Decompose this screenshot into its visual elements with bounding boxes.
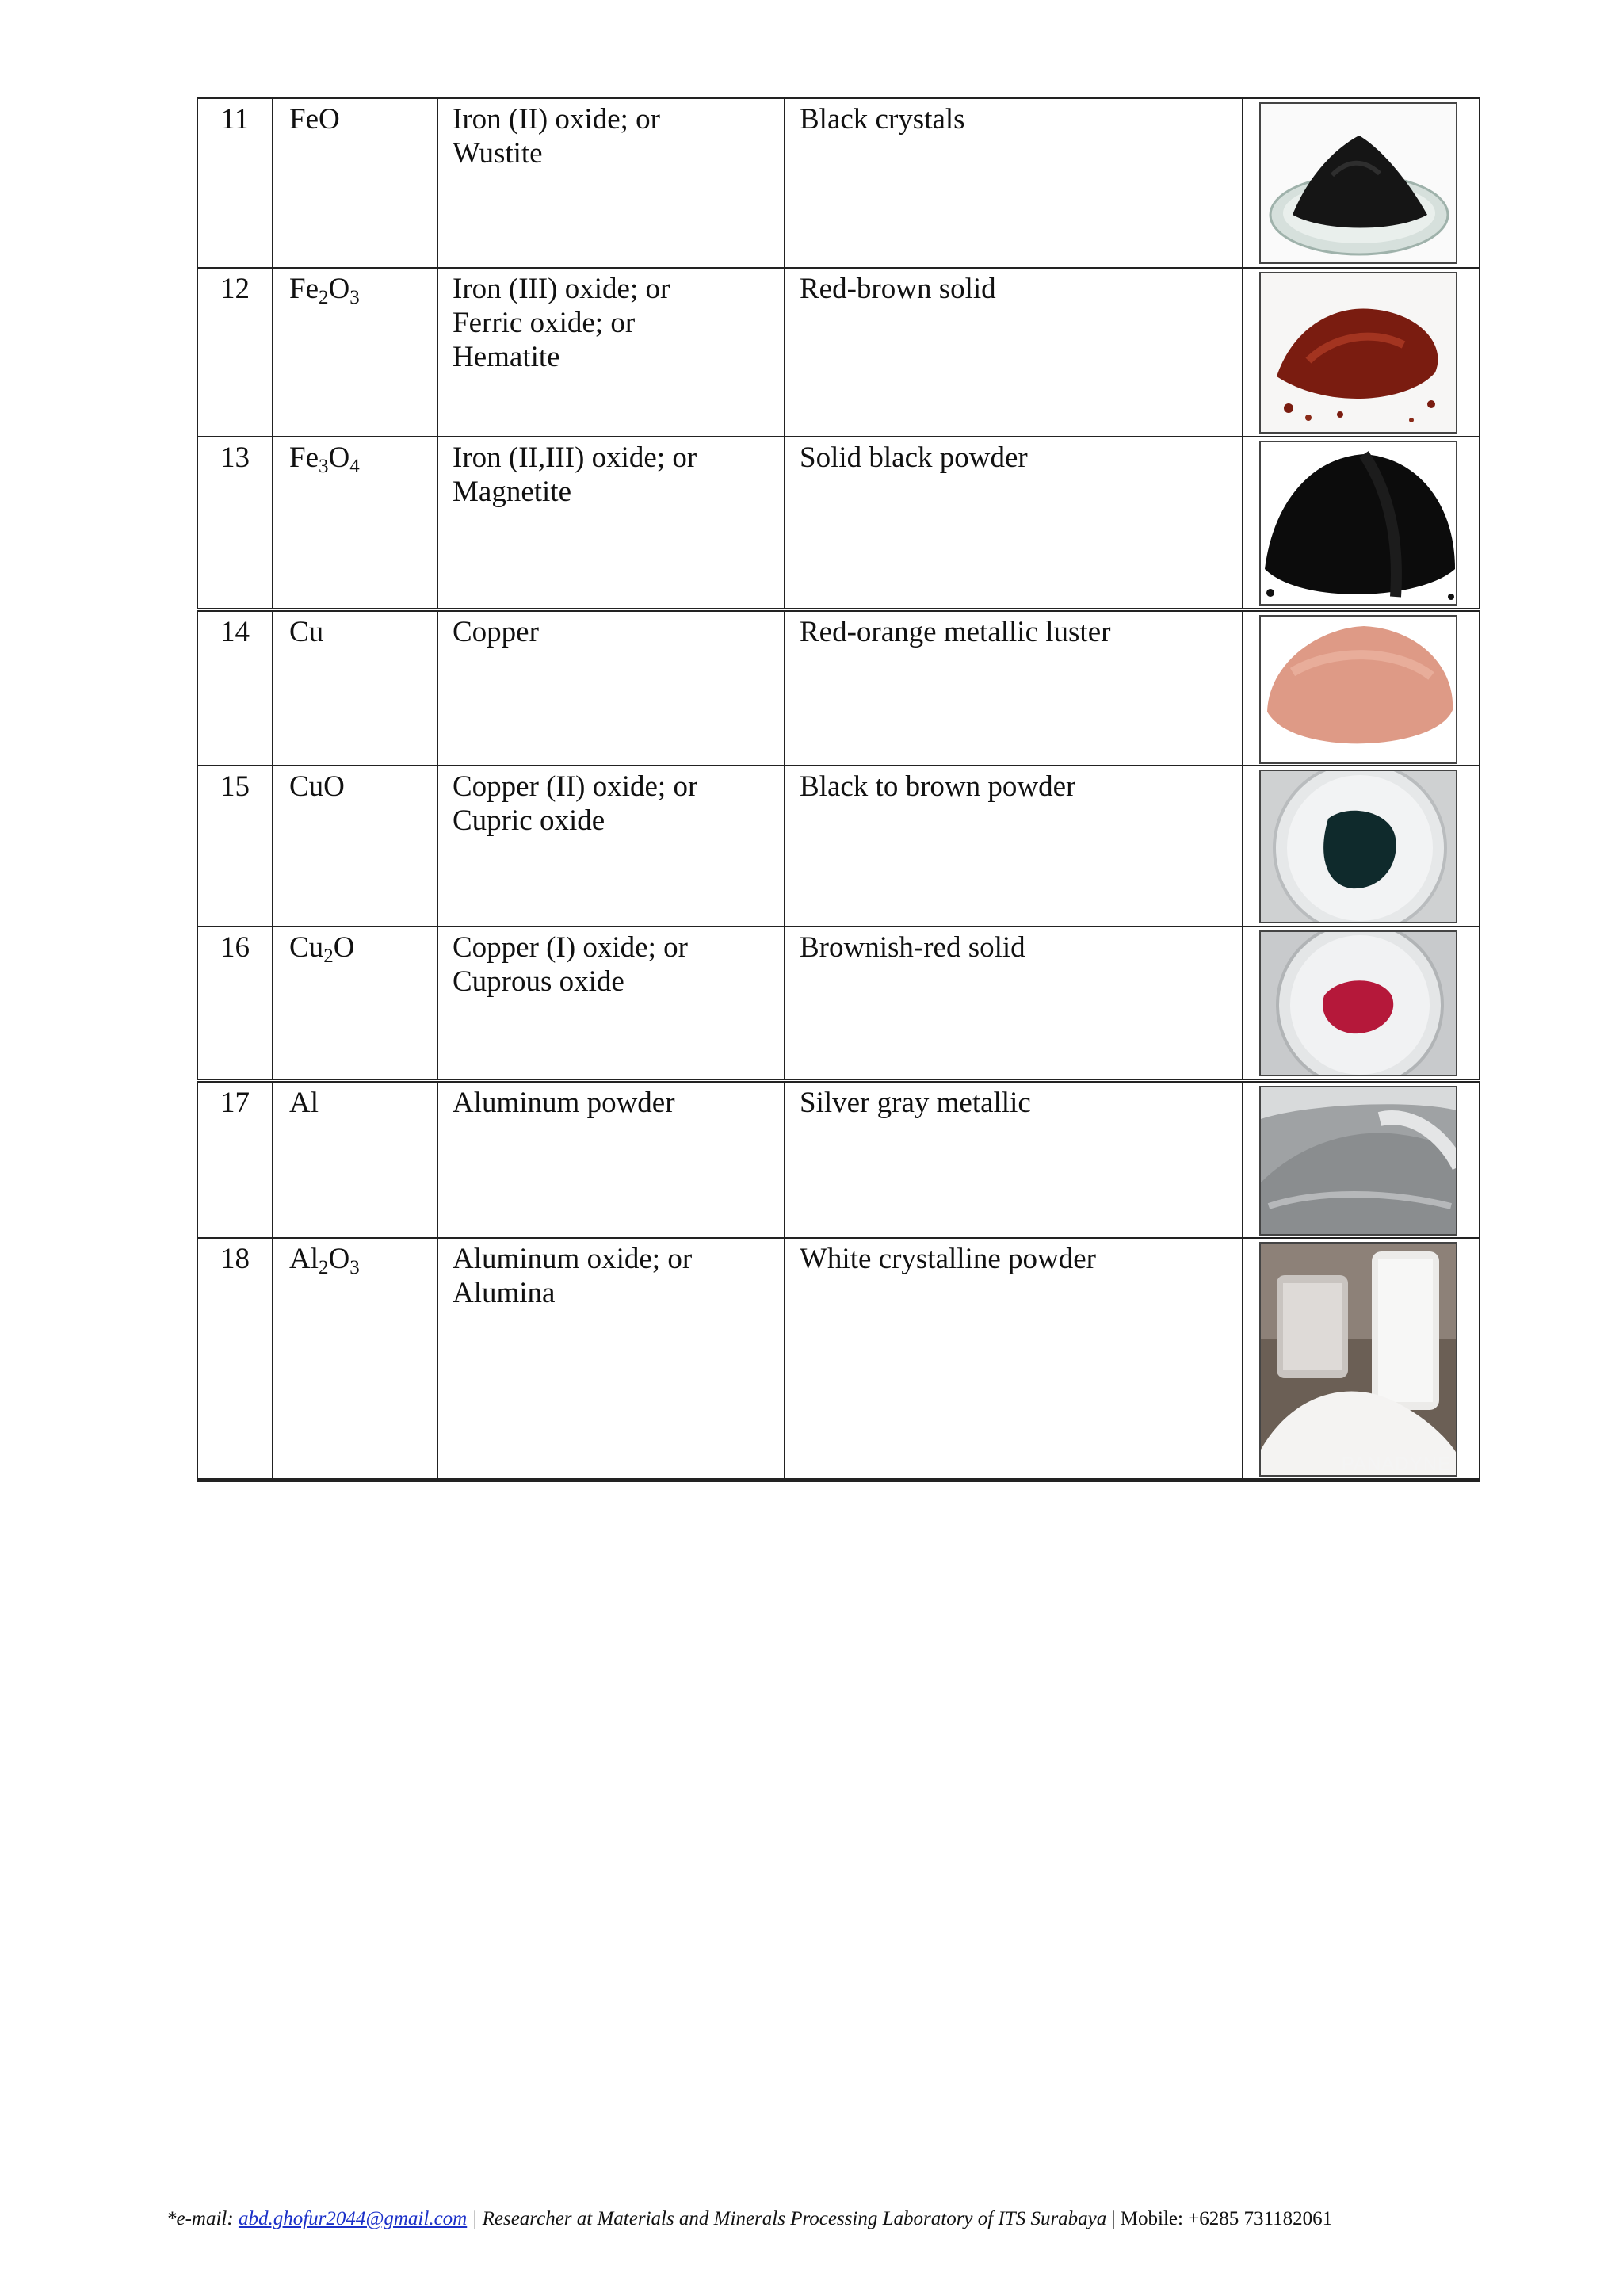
black-powder-in-glass-dish-image: [1259, 102, 1457, 264]
compound-name: Copper: [437, 609, 785, 766]
compound-name: Aluminum oxide; or Alumina: [437, 1238, 785, 1480]
compounds-table: [197, 97, 1480, 1482]
chemical-formula: FeO: [273, 98, 437, 268]
affiliation-text: | Researcher at Materials and Minerals Processing Laboratory of ITS Surabaya: [467, 2208, 1107, 2229]
gray-powder-pile-image: [1259, 1086, 1457, 1236]
table-row: [197, 609, 1480, 766]
row-number: 15: [197, 766, 273, 926]
compound-description: Black crystals: [785, 98, 1243, 268]
black-powder-pile-image: [1259, 441, 1457, 606]
chemical-formula: $Al_2O_3$: [273, 1238, 437, 1480]
compound-description: Red-orange metallic luster: [785, 609, 1243, 766]
red-powder-in-dish-image: [1259, 930, 1457, 1076]
table-row: [197, 268, 1480, 437]
chemical-formula: Cu: [273, 609, 437, 766]
email-label: *e-mail:: [166, 2208, 239, 2229]
chemical-formula: $Cu_2O$: [273, 926, 437, 1080]
table-row: [197, 98, 1480, 268]
panadyne-watermark: PANADYNE: [1341, 1454, 1451, 1475]
row-number: 14: [197, 609, 273, 766]
compound-name: Copper (I) oxide; or Cuprous oxide: [437, 926, 785, 1080]
row-number: 18: [197, 1238, 273, 1480]
compound-description: White crystalline powder: [785, 1238, 1243, 1480]
row-number: 13: [197, 437, 273, 609]
row-number: 16: [197, 926, 273, 1080]
chemical-formula: CuO: [273, 766, 437, 926]
row-number: 17: [197, 1080, 273, 1238]
red-brown-powder-image: [1259, 272, 1457, 434]
dark-powder-in-dish-image: [1259, 770, 1457, 923]
table-row: [197, 1080, 1480, 1238]
chemical-formula: $Fe_2O_3$: [273, 268, 437, 437]
compound-description: Black to brown powder: [785, 766, 1243, 926]
alumina-photo-image: [1259, 1242, 1457, 1477]
table-row: [197, 437, 1480, 609]
compound-name: Iron (III) oxide; or Ferric oxide; or Hematite: [437, 268, 785, 437]
table-row: [197, 1238, 1480, 1480]
row-number: 11: [197, 98, 273, 268]
compound-name: Iron (II) oxide; or Wustite: [437, 98, 785, 268]
table-row: [197, 766, 1480, 926]
compound-description: Silver gray metallic: [785, 1080, 1243, 1238]
compound-description: Solid black powder: [785, 437, 1243, 609]
compound-name: Aluminum powder: [437, 1080, 785, 1238]
compound-name: Copper (II) oxide; or Cupric oxide: [437, 766, 785, 926]
compound-name: Iron (II,III) oxide; or Magnetite: [437, 437, 785, 609]
chemical-formula: $Fe_3O_4$: [273, 437, 437, 609]
compound-description: Brownish-red solid: [785, 926, 1243, 1080]
copper-powder-pile-image: [1259, 615, 1457, 764]
mobile-text: | Mobile: +6285 731182061: [1106, 2208, 1333, 2229]
email-link[interactable]: abd.ghofur2044@gmail.com: [238, 2208, 468, 2229]
row-number: 12: [197, 268, 273, 437]
compound-description: Red-brown solid: [785, 268, 1243, 437]
chemical-formula: Al: [273, 1080, 437, 1238]
page-footer: [166, 2208, 1332, 2230]
table-row: [197, 926, 1480, 1080]
